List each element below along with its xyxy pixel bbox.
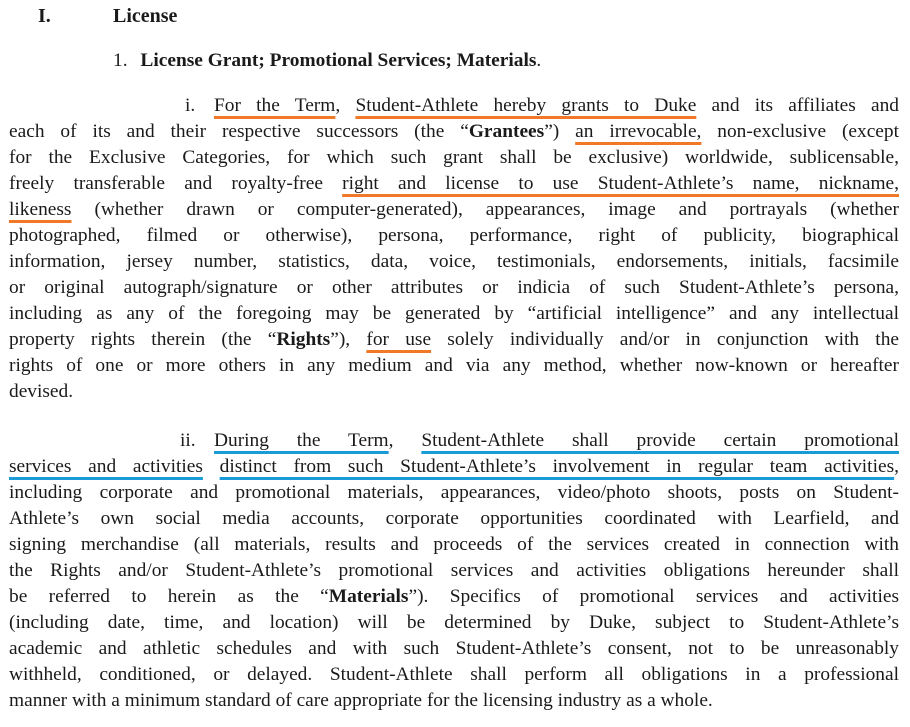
clause-ii-line-2: services and activities distinct from such Student-Athlete’s involvement in regular team activities, [9, 456, 899, 477]
section-title: License [113, 5, 178, 27]
clause-i-line-11: rights of one or more others in any medium and via any method, whether now-known or hereafter [9, 355, 899, 376]
highlight-for-use: for use [366, 329, 432, 350]
clause-ii-line-7: be referred to herein as the “Materials”). Specifics of promotional services and activities [9, 586, 899, 607]
clause-i-line-8: or original autograph/signature or other attributes or indicia of such Student-Athlete’s persona, [9, 277, 899, 298]
highlight-during-the-term: During the Term [214, 430, 389, 451]
highlight-grants-to-duke: Student-Athlete hereby grants to Duke [355, 95, 697, 116]
highlight-irrevocable: an irrevocable, [575, 121, 702, 142]
subsection-number: 1. [113, 50, 128, 71]
clause-ii-line-4: Athlete’s own social media accounts, corporate opportunities coordinated with Learfield, and [9, 508, 899, 529]
subsection-title: License Grant; Promotional Services; Materials [140, 50, 537, 71]
clause-i-label: i. [185, 95, 196, 116]
highlight-for-the-term: For the Term [214, 95, 336, 116]
clause-ii-line-6: the Rights and/or Student-Athlete’s promotional services and activities obligations hereunder shall [9, 560, 899, 581]
highlight-likeness: likeness [9, 199, 72, 220]
defined-term-rights: Rights [276, 329, 331, 350]
clause-i-line-7: information, jersey number, statistics, data, voice, testimonials, endorsements, initials, facsimile [9, 251, 899, 272]
clause-i-line-12: devised. [9, 381, 74, 402]
clause-i-line-6: photographed, filmed or otherwise), persona, performance, right of publicity, biographical [9, 225, 899, 246]
defined-term-materials: Materials [328, 586, 409, 607]
clause-ii-line-8: (including date, time, and location) will be determined by Duke, subject to Student-Athlete’s [9, 612, 899, 633]
clause-ii-line-11: manner with a minimum standard of care appropriate for the licensing industry as a whole. [9, 690, 713, 711]
defined-term-grantees: Grantees [468, 121, 545, 142]
clause-i-line-10: property rights therein (the “Rights”), for use solely individually and/or in conjunction with the [9, 329, 899, 350]
clause-i-line-5: likeness (whether drawn or computer-generated), appearances, image and portrayals (whether [9, 199, 899, 220]
clause-ii-line-10: withheld, conditioned, or delayed. Student-Athlete shall perform all obligations in a professional [9, 664, 899, 685]
clause-ii-line-9: academic and athletic schedules and with such Student-Athlete’s consent, not to be unreasonably [9, 638, 899, 659]
clause-ii-line-3: including corporate and promotional materials, appearances, video/photo shoots, posts on Student- [9, 482, 899, 503]
clause-i-line-9: including as any of the foregoing may be generated by “artificial intelligence” and any intellectual [9, 303, 899, 324]
clause-ii-label: ii. [180, 430, 196, 451]
section-number: I. [38, 5, 51, 27]
clause-i-line-2: each of its and their respective successors (the “Grantees”) an irrevocable, non-exclusive (except [9, 121, 900, 142]
clause-ii-line-1: During the Term, Student-Athlete shall provide certain promotional [214, 430, 899, 451]
subsection-period: . [536, 50, 542, 71]
highlight-shall-provide: Student-Athlete shall provide certain promotional [421, 430, 899, 451]
highlight-services-and-activities: services and activities [9, 456, 203, 477]
clause-i-line-4: freely transferable and royalty-free right and license to use Student-Athlete’s name, nickname, [9, 173, 899, 194]
highlight-distinct-from-team-activities: distinct from such Student-Athlete’s involvement in regular team activities [219, 456, 895, 477]
subsection-heading [113, 48, 541, 74]
clause-i-line-1: For the Term, Student-Athlete hereby grants to Duke and its affiliates and [214, 95, 900, 116]
clause-ii-line-5: signing merchandise (all materials, results and proceeds of the services created in connection with [9, 534, 899, 555]
clause-i-line-3: for the Exclusive Categories, for which such grant shall be exclusive) worldwide, sublicensable, [9, 147, 899, 168]
highlight-right-and-license: right and license to use Student-Athlete’s name, nickname, [342, 173, 899, 194]
